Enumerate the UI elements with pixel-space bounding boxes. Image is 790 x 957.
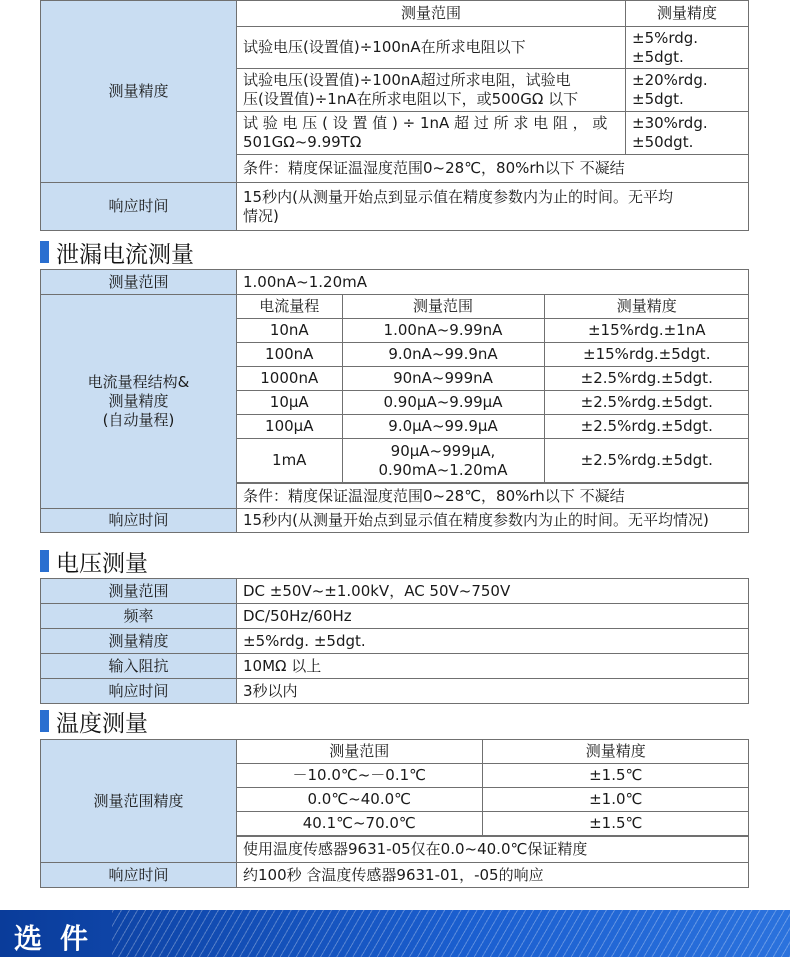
structure-label-line: 电流量程结构& [87, 373, 190, 391]
measure-range-line: 90μA~999μA, [390, 441, 496, 460]
accuracy-cell: ±2.5%rdg.±5dgt. [544, 367, 749, 391]
range-cell: 100μA [237, 415, 342, 439]
temp-range-table [237, 740, 749, 836]
range-line: 试 验 电 压 ( 设 置 值 ) ÷ 1nA 超 过 所 求 电 阻 ， 或 [243, 114, 608, 132]
range-cell: 100nA [237, 343, 342, 367]
options-title: 选件 [14, 922, 107, 955]
precision-line: ±5dgt. [632, 47, 684, 66]
response-label: 响应时间 [41, 509, 237, 533]
leakage-spec-table [40, 269, 749, 533]
section-marker [40, 550, 49, 572]
row-value: DC/50Hz/60Hz [237, 604, 749, 629]
precision-line: ±50dgt. [632, 133, 694, 151]
precision-cell [626, 69, 749, 112]
temp-range-value: 40.1℃~70.0℃ [237, 812, 482, 836]
condition-note: 条件：精度保证温湿度范围0~28℃，80%rh以下 不凝结 [237, 155, 749, 183]
temp-accuracy-value: ±1.5℃ [482, 812, 749, 836]
temp-range-value: －10.0℃~－0.1℃ [237, 764, 482, 788]
accuracy-cell: ±15%rdg.±5dgt. [544, 343, 749, 367]
section-title: 电压测量 [56, 550, 148, 577]
row-label: 输入阻抗 [41, 654, 237, 679]
row-label: 测量精度 [41, 629, 237, 654]
insulation-spec-table [40, 0, 749, 231]
range-cell [237, 112, 626, 155]
range-line: 501GΩ~9.99TΩ [243, 133, 362, 151]
accuracy-cell: ±2.5%rdg.±5dgt. [544, 391, 749, 415]
range-line: 试验电压(设置值)÷100nA超过所求电阻，试验电 [243, 71, 571, 89]
response-label: 响应时间 [41, 863, 237, 888]
structure-label-line: 测量精度 [108, 392, 169, 410]
response-value: 15秒内(从测量开始点到显示值在精度参数内为止的时间。无平均情况) [237, 509, 749, 533]
sensor-note: 使用温度传感器9631-05仅在0.0~40.0℃保证精度 [237, 837, 749, 863]
section-marker [40, 241, 49, 263]
section-heading-voltage [40, 546, 148, 576]
precision-cell [626, 112, 749, 155]
range-value: 1.00nA~1.20mA [237, 270, 749, 295]
measure-range-line: 0.90mA~1.20mA [378, 460, 508, 479]
section-marker [40, 710, 49, 732]
response-line: 情况) [243, 206, 279, 225]
section-title: 泄漏电流测量 [56, 241, 194, 268]
options-banner [0, 910, 790, 957]
precision-cell [626, 27, 749, 69]
temp-range-cell [237, 740, 749, 837]
section-heading-leakage [40, 237, 194, 267]
precision-header: 测量精度 [626, 1, 749, 27]
row-label: 响应时间 [41, 679, 237, 704]
precision-line: ±30%rdg. [632, 114, 708, 132]
row-value: DC ±50V~±1.00kV，AC 50V~750V [237, 579, 749, 604]
section-heading-temperature [40, 706, 148, 736]
response-line: 15秒内(从测量开始点到显示值在精度参数内为止的时间。无平均 [243, 187, 673, 206]
row-value: 10MΩ 以上 [237, 654, 749, 679]
accuracy-cell: ±15%rdg.±1nA [544, 319, 749, 343]
response-label: 响应时间 [41, 183, 237, 231]
precision-line: ±5dgt. [632, 90, 684, 108]
accuracy-cell: ±2.5%rdg.±5dgt. [544, 415, 749, 439]
temperature-spec-table [40, 739, 749, 888]
response-value: 约100秒 含温度传感器9631-01，-05的响应 [237, 863, 749, 888]
structure-label-line: (自动量程) [102, 411, 175, 429]
col-header: 电流量程 [237, 295, 342, 319]
measure-range-cell: 9.0μA~99.9μA [342, 415, 544, 439]
condition-note: 条件：精度保证温湿度范围0~28℃，80%rh以下 不凝结 [237, 484, 749, 509]
col-header: 测量精度 [482, 740, 749, 764]
section-title: 温度测量 [56, 710, 148, 737]
range-precision-label: 测量范围精度 [41, 740, 237, 863]
range-cell [237, 69, 626, 112]
precision-line: ±5%rdg. [632, 28, 699, 47]
response-value [237, 183, 749, 231]
col-header: 测量范围 [237, 740, 482, 764]
range-header: 测量范围 [237, 1, 626, 27]
temp-accuracy-value: ±1.5℃ [482, 764, 749, 788]
current-range-table [237, 295, 749, 483]
range-label: 测量范围 [41, 270, 237, 295]
range-structure-cell [237, 295, 749, 484]
row-value: 3秒以内 [237, 679, 749, 704]
measure-range-cell: 90nA~999nA [342, 367, 544, 391]
range-cell: 1000nA [237, 367, 342, 391]
row-value: ±5%rdg. ±5dgt. [237, 629, 749, 654]
range-cell: 试验电压(设置值)÷100nA在所求电阻以下 [237, 27, 626, 69]
measure-range-cell [342, 439, 544, 483]
range-line: 压(设置值)÷1nA在所求电阻以下，或500GΩ 以下 [243, 90, 579, 108]
precision-line: ±20%rdg. [632, 71, 708, 89]
measure-range-cell: 0.90μA~9.99μA [342, 391, 544, 415]
structure-label [41, 295, 237, 509]
temp-range-value: 0.0℃~40.0℃ [237, 788, 482, 812]
range-cell: 10μA [237, 391, 342, 415]
measure-range-cell: 9.0nA~99.9nA [342, 343, 544, 367]
accuracy-cell: ±2.5%rdg.±5dgt. [544, 439, 749, 483]
temp-accuracy-value: ±1.0℃ [482, 788, 749, 812]
measure-range-cell: 1.00nA~9.99nA [342, 319, 544, 343]
precision-label: 测量精度 [41, 1, 237, 183]
range-cell: 10nA [237, 319, 342, 343]
range-cell: 1mA [237, 439, 342, 483]
col-header: 测量范围 [342, 295, 544, 319]
banner-stripes [112, 910, 790, 957]
row-label: 频率 [41, 604, 237, 629]
voltage-spec-table [40, 578, 749, 704]
col-header: 测量精度 [544, 295, 749, 319]
row-label: 测量范围 [41, 579, 237, 604]
